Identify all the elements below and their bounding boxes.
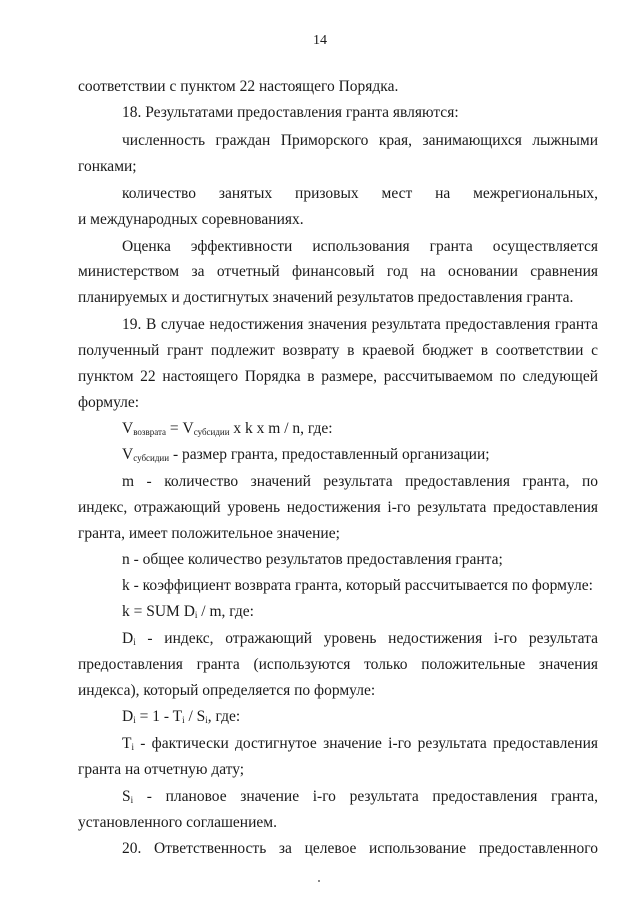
clause-19-text: 19. В случае недостижения значения результата предоставления гранта bbox=[122, 316, 598, 333]
text-line: количество занятых призовых мест на межрегиональных, bbox=[122, 185, 598, 202]
definition-n: n - общее количество результатов предоставления гранта; bbox=[122, 551, 503, 568]
text-line: индекса), который определяется по формуле: bbox=[78, 682, 376, 699]
definition-d: $D_i$ - индекс, отражающий уровень недостижения i-го результата bbox=[122, 630, 598, 647]
clause-20-text: 20. Ответственность за целевое использование предоставленного bbox=[122, 840, 598, 857]
clause-18-heading: 18. Результатами предоставления гранта являются: bbox=[122, 104, 459, 121]
scan-speck bbox=[318, 880, 320, 882]
definition-m: m - количество значений результата предоставления гранта, по bbox=[122, 473, 598, 490]
text-line: индекс, отражающий уровень недостижения i-го результата предоставления bbox=[78, 499, 598, 516]
text-line: пунктом 22 настоящего Порядка в размере, рассчитываемом по следующей bbox=[78, 368, 598, 385]
text-line: гонками; bbox=[78, 158, 137, 175]
text-line: планируемых и достигнутых значений результатов предоставления гранта. bbox=[78, 289, 574, 306]
definition-k: k - коэффициент возврата гранта, который рассчитывается по формуле: bbox=[122, 577, 593, 594]
text-line: полученный грант подлежит возврату в краевой бюджет в соответствии с bbox=[78, 342, 598, 359]
definition-t: $T_i$ - фактически достигнутое значение i-го результата предоставления bbox=[122, 735, 598, 752]
formula-d: $D_i = 1 - T_i / S_i$, где: bbox=[122, 708, 241, 725]
text-line: формуле: bbox=[78, 394, 140, 411]
text-line: министерством за отчетный финансовый год на основании сравнения bbox=[78, 263, 598, 280]
page-number: 14 bbox=[313, 33, 327, 48]
text-line: установленного соглашением. bbox=[78, 814, 277, 831]
text-line: численность граждан Приморского края, занимающихся лыжными bbox=[122, 132, 598, 149]
text-line: Оценка эффективности использования гранта осуществляется bbox=[122, 238, 598, 255]
text-line: гранта на отчетную дату; bbox=[78, 761, 245, 778]
formula-k: k = SUM $D_i$ / m, где: bbox=[122, 603, 254, 620]
formula-v-return: $V_{возврата} = V_{субсидии}$ x k x m / n, где: bbox=[122, 420, 333, 437]
text-line: предоставления гранта (используются только положительные значения bbox=[78, 656, 598, 673]
text-line: гранта, имеет положительное значение; bbox=[78, 525, 340, 542]
definition-s: $S_i$ - плановое значение i-го результата предоставления гранта, bbox=[122, 788, 598, 805]
text-line: соответствии с пунктом 22 настоящего Порядка. bbox=[78, 78, 399, 95]
definition-v-subsidy: $V_{субсидии}$ - размер гранта, предоставленный организации; bbox=[122, 446, 490, 463]
text-line: и международных соревнованиях. bbox=[78, 211, 304, 228]
